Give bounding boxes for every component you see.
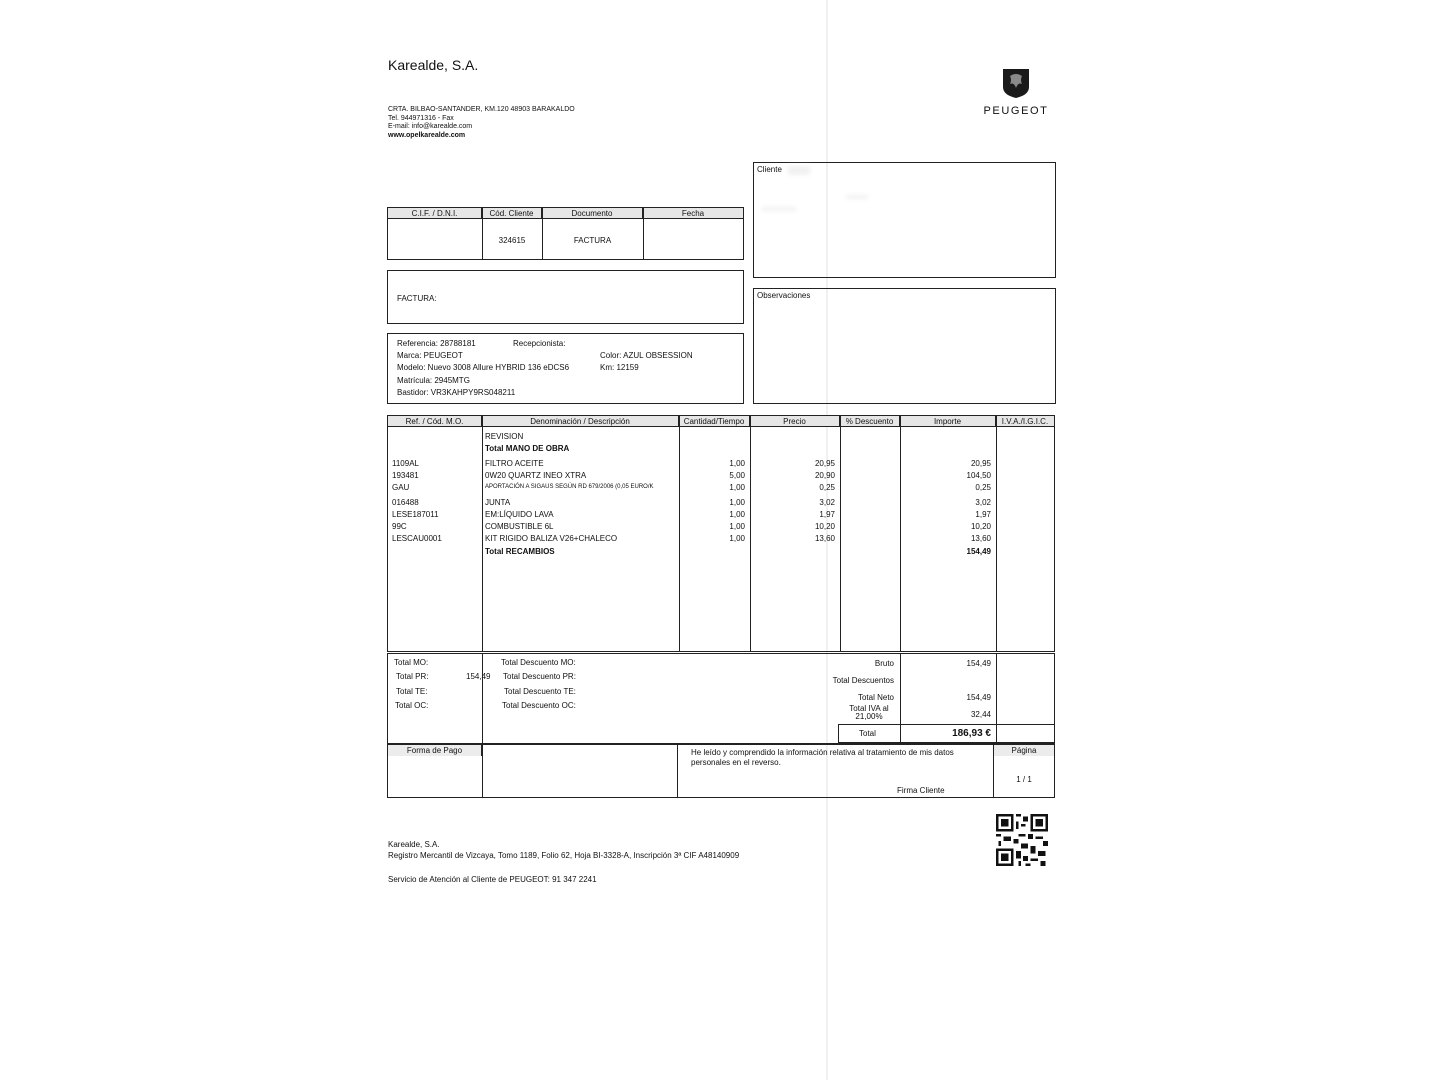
row-importe: 104,50 — [966, 471, 991, 480]
total-iva-value: 32,44 — [970, 710, 991, 719]
peugeot-logo — [972, 67, 1060, 117]
row-price: 3,02 — [819, 498, 835, 507]
row-qty: 1,00 — [729, 534, 745, 543]
document-info-table — [387, 207, 744, 260]
redacted-area — [846, 195, 868, 199]
observaciones-box — [753, 288, 1056, 404]
row-importe: 13,60 — [970, 534, 991, 543]
total-row — [838, 724, 1055, 743]
brand-wordmark: PEUGEOT — [983, 105, 1049, 117]
desc-te-label: Total Descuento TE: — [504, 687, 576, 696]
divider — [482, 745, 483, 797]
row-price: 1,97 — [819, 510, 835, 519]
row-qty: 5,00 — [729, 471, 745, 480]
col-header-descuento: % Descuento — [840, 416, 900, 427]
row-qty: 1,00 — [729, 510, 745, 519]
row-price: 20,95 — [814, 459, 835, 468]
cod-cliente-value: 324615 — [498, 236, 526, 245]
address-line: CRTA. BILBAO-SANTANDER, KM.120 48903 BARAKALDO — [388, 106, 575, 113]
footer-registro: Registro Mercantil de Vizcaya, Tomo 1189, Folio 62, Hoja BI-3328-A, Inscripción 3ª CIF A48140909 — [388, 851, 740, 860]
address-line: www.opelkarealde.com — [388, 131, 466, 139]
row-ref: 99C — [392, 522, 407, 531]
row-desc: Total MANO DE OBRA — [485, 444, 570, 453]
factura-label: FACTURA: — [397, 294, 437, 303]
divider — [482, 416, 483, 651]
cliente-label: Cliente — [757, 165, 782, 174]
iva-rate: 21,00% — [855, 712, 883, 721]
total-descuentos-label: Total Descuentos — [832, 676, 894, 685]
qr-code — [996, 814, 1048, 866]
privacy-line: He leído y comprendido la información relativa al tratamiento de mis datos — [691, 748, 954, 757]
factura-box — [387, 270, 744, 324]
row-desc: Total RECAMBIOS — [485, 547, 555, 556]
privacy-line: personales en el reverso. — [691, 758, 781, 767]
company-address — [388, 106, 575, 140]
desc-pr-label: Total Descuento PR: — [503, 672, 576, 681]
row-desc: APORTACIÓN A SIGAUS SEGÚN RD 679/2006 (0,05 EURO/K — [485, 484, 654, 490]
total-neto-label: Total Neto — [857, 693, 894, 702]
redacted-area — [762, 207, 796, 211]
forma-pago-label: Forma de Pago — [388, 745, 482, 756]
row-importe: 0,25 — [975, 483, 991, 492]
row-price: 20,90 — [814, 471, 835, 480]
company-name: Karealde, S.A. — [388, 57, 479, 73]
row-price: 0,25 — [819, 483, 835, 492]
row-importe: 154,49 — [966, 547, 991, 556]
cliente-box — [753, 162, 1056, 278]
row-price: 13,60 — [814, 534, 835, 543]
row-ref: LESCAU0001 — [392, 534, 442, 543]
row-importe: 1,97 — [975, 510, 991, 519]
total-neto-value: 154,49 — [966, 693, 991, 702]
bruto-value: 154,49 — [966, 659, 991, 668]
row-desc: EM:LÍQUIDO LAVA — [485, 510, 554, 519]
privacy-text — [691, 748, 954, 768]
documento-value: FACTURA — [573, 236, 612, 245]
bruto-label: Bruto — [874, 659, 894, 668]
row-ref: 1109AL — [392, 459, 419, 468]
qr-code-icon — [996, 814, 1048, 866]
row-ref: LESE187011 — [392, 510, 439, 519]
bastidor: Bastidor: VR3KAHPY9RS048211 — [397, 388, 516, 397]
divider — [840, 416, 841, 651]
lines-table — [387, 415, 1055, 652]
total-mo-label: Total MO: — [394, 658, 429, 667]
row-desc: FILTRO ACEITE — [485, 459, 544, 468]
recepcionista: Recepcionista: — [513, 339, 566, 348]
total-pr-label: Total PR: — [396, 672, 429, 681]
row-ref: 016488 — [392, 498, 419, 507]
divider — [996, 654, 997, 724]
col-header-iva: I.V.A./I.G.I.C. — [996, 416, 1054, 427]
address-line: Tel. 944971316 - Fax — [388, 114, 454, 122]
col-header-precio: Precio — [750, 416, 840, 427]
row-desc: REVISION — [485, 432, 524, 441]
col-header-importe: Importe — [900, 416, 996, 427]
row-qty: 1,00 — [729, 522, 745, 531]
row-price: 10,20 — [814, 522, 835, 531]
pagina-value: 1 / 1 — [1016, 775, 1032, 784]
km: Km: 12159 — [600, 363, 639, 372]
col-header-cantidad: Cantidad/Tiempo — [679, 416, 750, 427]
totals-block — [387, 653, 1055, 744]
iva-label — [848, 705, 890, 721]
divider — [996, 725, 997, 742]
total-label: Total — [859, 729, 876, 738]
matricula: Matrícula: 2945MTG — [397, 376, 470, 385]
lion-shield-icon — [1001, 67, 1031, 99]
observaciones-label: Observaciones — [757, 291, 811, 300]
total-pr-value: 154,49 — [466, 672, 491, 681]
pagina-label: Página — [994, 745, 1054, 756]
row-importe: 10,20 — [970, 522, 991, 531]
divider — [677, 745, 678, 797]
row-desc: COMBUSTIBLE 6L — [485, 522, 554, 531]
row-desc: KIT RIGIDO BALIZA V26+CHALECO — [485, 534, 618, 543]
row-qty: 1,00 — [729, 483, 745, 492]
col-header-ref: Ref. / Cód. M.O. — [388, 416, 482, 427]
header-cod-cliente: Cód. Cliente — [482, 208, 542, 219]
header-documento: Documento — [542, 208, 643, 219]
header-cif: C.I.F. / D.N.I. — [388, 208, 482, 219]
total-te-label: Total TE: — [396, 687, 428, 696]
header-fecha: Fecha — [643, 208, 743, 219]
row-importe: 20,95 — [970, 459, 991, 468]
desc-oc-label: Total Descuento OC: — [502, 701, 576, 710]
redacted-area — [788, 166, 810, 175]
divider — [482, 208, 483, 259]
marca: Marca: PEUGEOT — [397, 351, 463, 360]
total-oc-label: Total OC: — [395, 701, 429, 710]
referencia: Referencia: 28788181 — [397, 339, 476, 348]
row-ref: 193481 — [392, 471, 419, 480]
total-value: 186,93 € — [952, 728, 991, 739]
row-desc: JUNTA — [485, 498, 511, 507]
iva-label-line: Total IVA al — [849, 704, 889, 713]
divider — [542, 208, 543, 259]
footer-company: Karealde, S.A. — [388, 840, 440, 849]
row-importe: 3,02 — [975, 498, 991, 507]
firma-cliente-label: Firma Cliente — [897, 786, 945, 795]
vehicle-box — [387, 333, 744, 404]
modelo: Modelo: Nuevo 3008 Allure HYBRID 136 eDCS6 — [397, 363, 570, 372]
divider — [643, 208, 644, 259]
row-ref: GAU — [392, 483, 410, 492]
row-qty: 1,00 — [729, 498, 745, 507]
col-header-descripcion: Denominación / Descripción — [482, 416, 679, 427]
row-desc: 0W20 QUARTZ INEO XTRA — [485, 471, 587, 480]
desc-mo-label: Total Descuento MO: — [501, 658, 576, 667]
row-qty: 1,00 — [729, 459, 745, 468]
address-line: E-mail: info@karealde.com — [388, 123, 473, 131]
divider — [996, 416, 997, 651]
footer-servicio: Servicio de Atención al Cliente de PEUGEOT: 91 347 2241 — [388, 875, 597, 884]
payment-signature-box — [387, 744, 1055, 798]
divider — [482, 654, 483, 744]
color: Color: AZUL OBSESSION — [600, 351, 693, 360]
